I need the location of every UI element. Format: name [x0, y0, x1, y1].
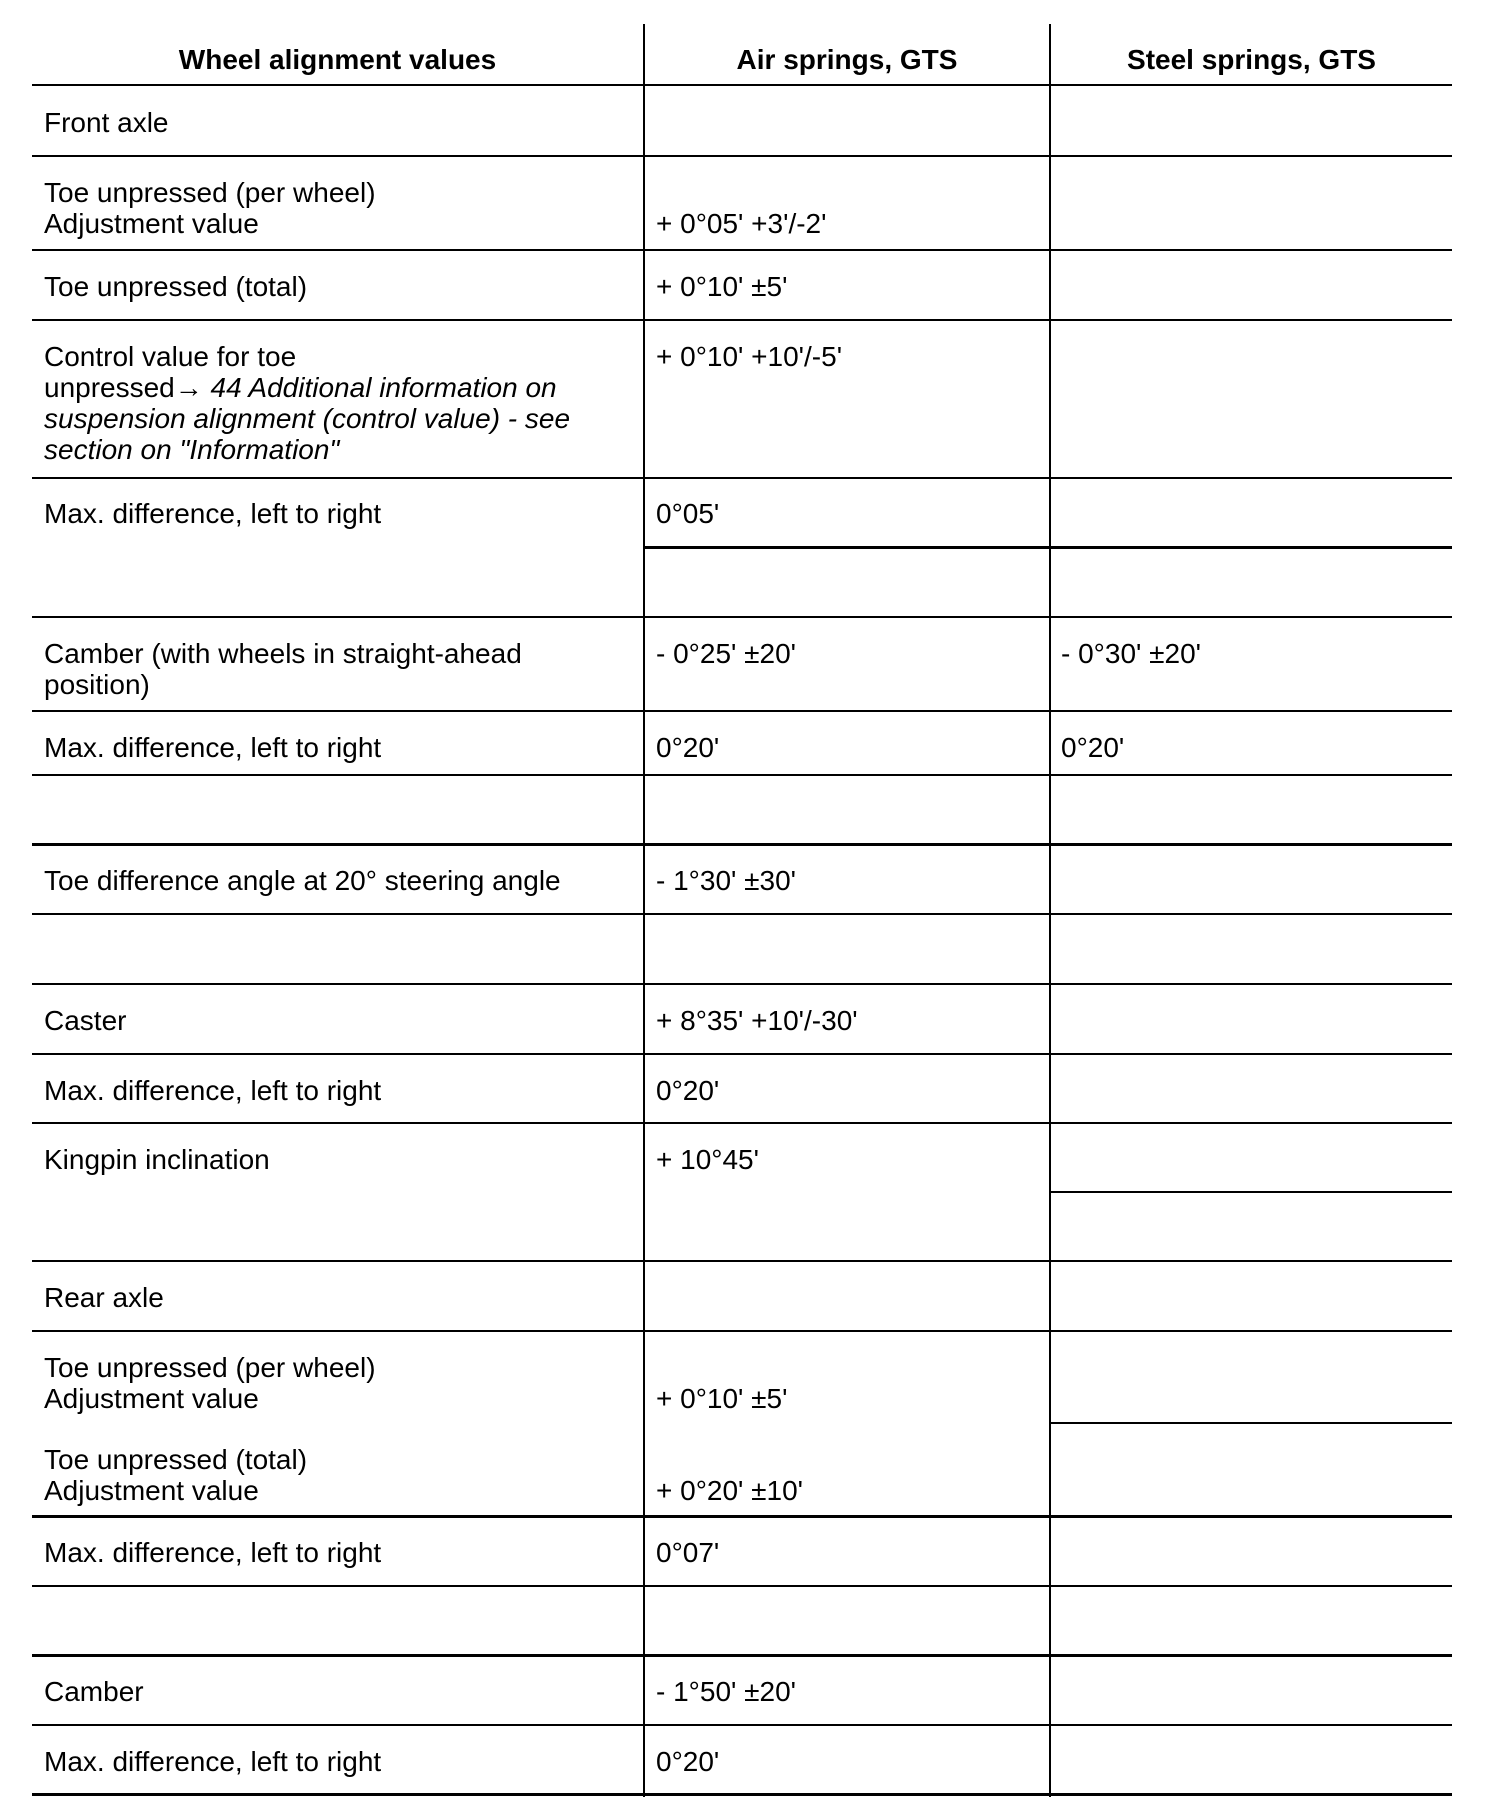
front-kingpin-air: + 10°45' — [656, 1144, 759, 1175]
rear-max-diff-camber-air: 0°20' — [656, 1746, 720, 1777]
rule — [32, 1260, 1452, 1262]
rule — [32, 319, 1452, 321]
front-control-value-air: + 0°10' +10'/-5' — [656, 341, 843, 372]
front-toe-per-wheel-air: + 0°05' +3'/-2' — [656, 208, 827, 239]
rule — [32, 1053, 1452, 1055]
header-col1: Wheel alignment values — [178, 44, 497, 75]
rule — [32, 477, 1452, 479]
front-camber-air: - 0°25' ±20' — [656, 638, 796, 669]
front-toe-per-wheel-label: Toe unpressed (per wheel) — [44, 177, 376, 208]
header-col2: Air springs, GTS — [736, 44, 958, 75]
front-max-diff-camber-steel: 0°20' — [1061, 732, 1125, 763]
rule — [32, 1585, 1452, 1587]
rule — [32, 616, 1452, 618]
front-camber-steel: - 0°30' ±20' — [1061, 638, 1201, 669]
front-control-value-label-4: section on "Information" — [44, 434, 340, 465]
rear-toe-total-sublabel: Adjustment value — [44, 1475, 259, 1506]
rule — [32, 1122, 1452, 1124]
rule — [32, 155, 1452, 157]
section-front-axle: Front axle — [44, 107, 169, 138]
front-toe-per-wheel-sublabel: Adjustment value — [44, 208, 259, 239]
front-toe-diff-angle-air: - 1°30' ±30' — [656, 865, 796, 896]
front-toe-total-label: Toe unpressed (total) — [44, 271, 308, 302]
front-max-diff-camber-air: 0°20' — [656, 732, 720, 763]
front-control-value-label-2 — [44, 372, 557, 404]
front-camber-label-2: position) — [44, 669, 150, 700]
rear-toe-per-wheel-label: Toe unpressed (per wheel) — [44, 1352, 376, 1383]
header-col3: Steel springs, GTS — [1127, 44, 1376, 75]
rule-partial — [1049, 1191, 1452, 1193]
front-kingpin-label: Kingpin inclination — [44, 1144, 270, 1175]
rule — [32, 1515, 1452, 1518]
rule — [32, 983, 1452, 985]
front-max-diff-caster-label: Max. difference, left to right — [44, 1075, 382, 1106]
rule-partial — [1049, 1422, 1452, 1424]
front-max-diff-toe-label: Max. difference, left to right — [44, 498, 382, 529]
rule-bottom — [32, 1793, 1452, 1796]
rule — [32, 710, 1452, 712]
rule — [32, 913, 1452, 915]
rule — [32, 1654, 1452, 1657]
col-divider-1 — [643, 24, 645, 1797]
rear-toe-total-air: + 0°20' ±10' — [656, 1475, 804, 1506]
rule — [32, 774, 1452, 776]
control-value-plain: unpressed→ — [44, 372, 211, 403]
rule — [32, 249, 1452, 251]
rear-camber-label: Camber — [44, 1676, 144, 1707]
rule-header — [32, 84, 1452, 86]
rule — [32, 1724, 1452, 1726]
rear-toe-per-wheel-sublabel: Adjustment value — [44, 1383, 259, 1414]
rear-camber-air: - 1°50' ±20' — [656, 1676, 796, 1707]
rear-max-diff-toe-air: 0°07' — [656, 1537, 720, 1568]
front-camber-label-1: Camber (with wheels in straight-ahead — [44, 638, 522, 669]
front-control-value-label-3: suspension alignment (control value) - see — [44, 403, 571, 434]
front-caster-air: + 8°35' +10'/-30' — [656, 1005, 858, 1036]
front-control-value-label-1: Control value for toe — [44, 341, 297, 372]
control-value-link[interactable]: 44 Additional information on — [210, 372, 557, 403]
rear-toe-total-label: Toe unpressed (total) — [44, 1444, 308, 1475]
rule — [32, 843, 1452, 846]
rear-max-diff-toe-label: Max. difference, left to right — [44, 1537, 382, 1568]
rear-toe-per-wheel-air: + 0°10' ±5' — [656, 1383, 788, 1414]
front-toe-diff-angle-label: Toe difference angle at 20° steering angle — [44, 865, 561, 896]
front-max-diff-caster-air: 0°20' — [656, 1075, 720, 1106]
rule — [32, 1330, 1452, 1332]
front-max-diff-toe-air: 0°05' — [656, 498, 720, 529]
col-divider-2 — [1049, 24, 1051, 1797]
section-rear-axle: Rear axle — [44, 1282, 164, 1313]
front-max-diff-camber-label: Max. difference, left to right — [44, 732, 382, 763]
front-caster-label: Caster — [44, 1005, 127, 1036]
rule-partial — [643, 546, 1452, 549]
front-toe-total-air: + 0°10' ±5' — [656, 271, 788, 302]
rear-max-diff-camber-label: Max. difference, left to right — [44, 1746, 382, 1777]
